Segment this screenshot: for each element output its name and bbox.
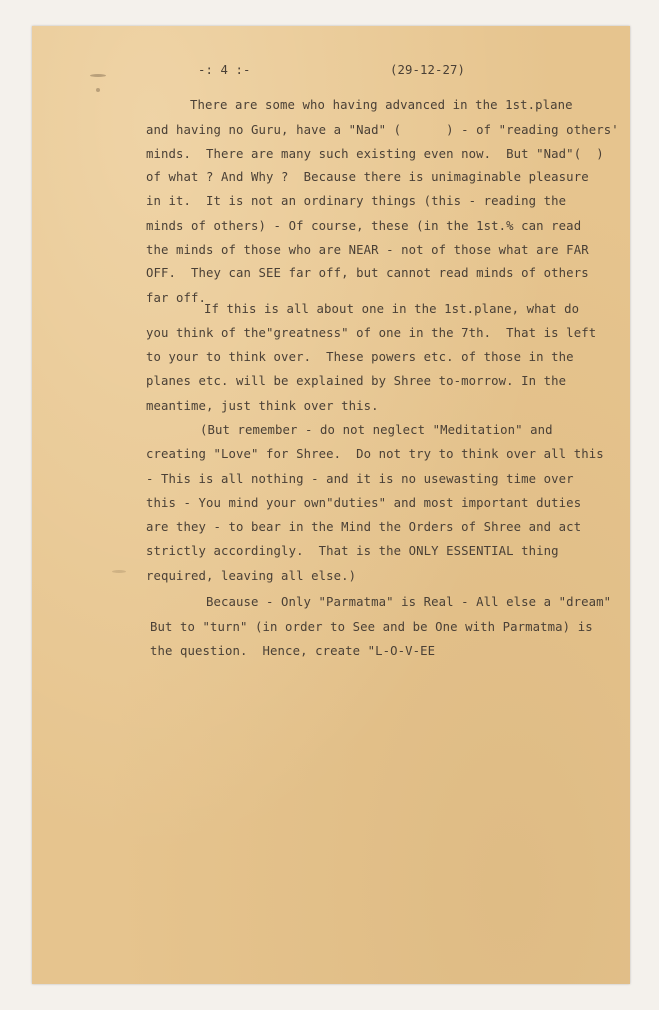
body-line: required, leaving all else.): [146, 569, 357, 583]
body-line: in it. It is not an ordinary things (this - reading the: [146, 194, 567, 208]
body-line: meantime, just think over this.: [146, 399, 379, 413]
body-line: the question. Hence, create "L-O-V-EE: [150, 644, 436, 658]
body-line: If this is all about one in the 1st.plane, what do: [204, 302, 580, 316]
body-line: planes etc. will be explained by Shree to-morrow. In the: [146, 374, 567, 388]
page-number: -: 4 :-: [198, 63, 251, 77]
body-line: the minds of those who are NEAR - not of those what are FAR: [146, 243, 589, 257]
body-line: minds. There are many such existing even now. But "Nad"( ): [146, 147, 604, 161]
body-line: OFF. They can SEE far off, but cannot read minds of others: [146, 266, 589, 280]
document-page: [32, 26, 630, 984]
body-line: There are some who having advanced in the 1st.plane: [190, 98, 573, 112]
body-line: But to "turn" (in order to See and be One with Parmatma) is: [150, 620, 593, 634]
body-line: are they - to bear in the Mind the Orders of Shree and act: [146, 520, 582, 534]
body-line: Because - Only "Parmatma" is Real - All else a "dream": [206, 595, 612, 609]
body-line: strictly accordingly. That is the ONLY ESSENTIAL thing: [146, 544, 559, 558]
body-line: this - You mind your own"duties" and most important duties: [146, 496, 582, 510]
body-line: of what ? And Why ? Because there is unimaginable pleasure: [146, 170, 589, 184]
ink-smudge: [96, 88, 100, 92]
body-line: to your to think over. These powers etc. of those in the: [146, 350, 574, 364]
body-line: creating "Love" for Shree. Do not try to think over all this: [146, 447, 604, 461]
body-line: and having no Guru, have a "Nad" ( ) - of "reading others': [146, 123, 619, 137]
document-date: (29-12-27): [390, 63, 466, 77]
body-line: - This is all nothing - and it is no usewasting time over: [146, 472, 574, 486]
body-line: you think of the"greatness" of one in the 7th. That is left: [146, 326, 597, 340]
ink-smudge: [90, 74, 106, 77]
body-line: (But remember - do not neglect "Meditation" and: [200, 423, 553, 437]
ink-smudge: [112, 570, 126, 573]
body-line: minds of others) - Of course, these (in the 1st.% can read: [146, 219, 582, 233]
body-line: far off.: [146, 291, 207, 305]
